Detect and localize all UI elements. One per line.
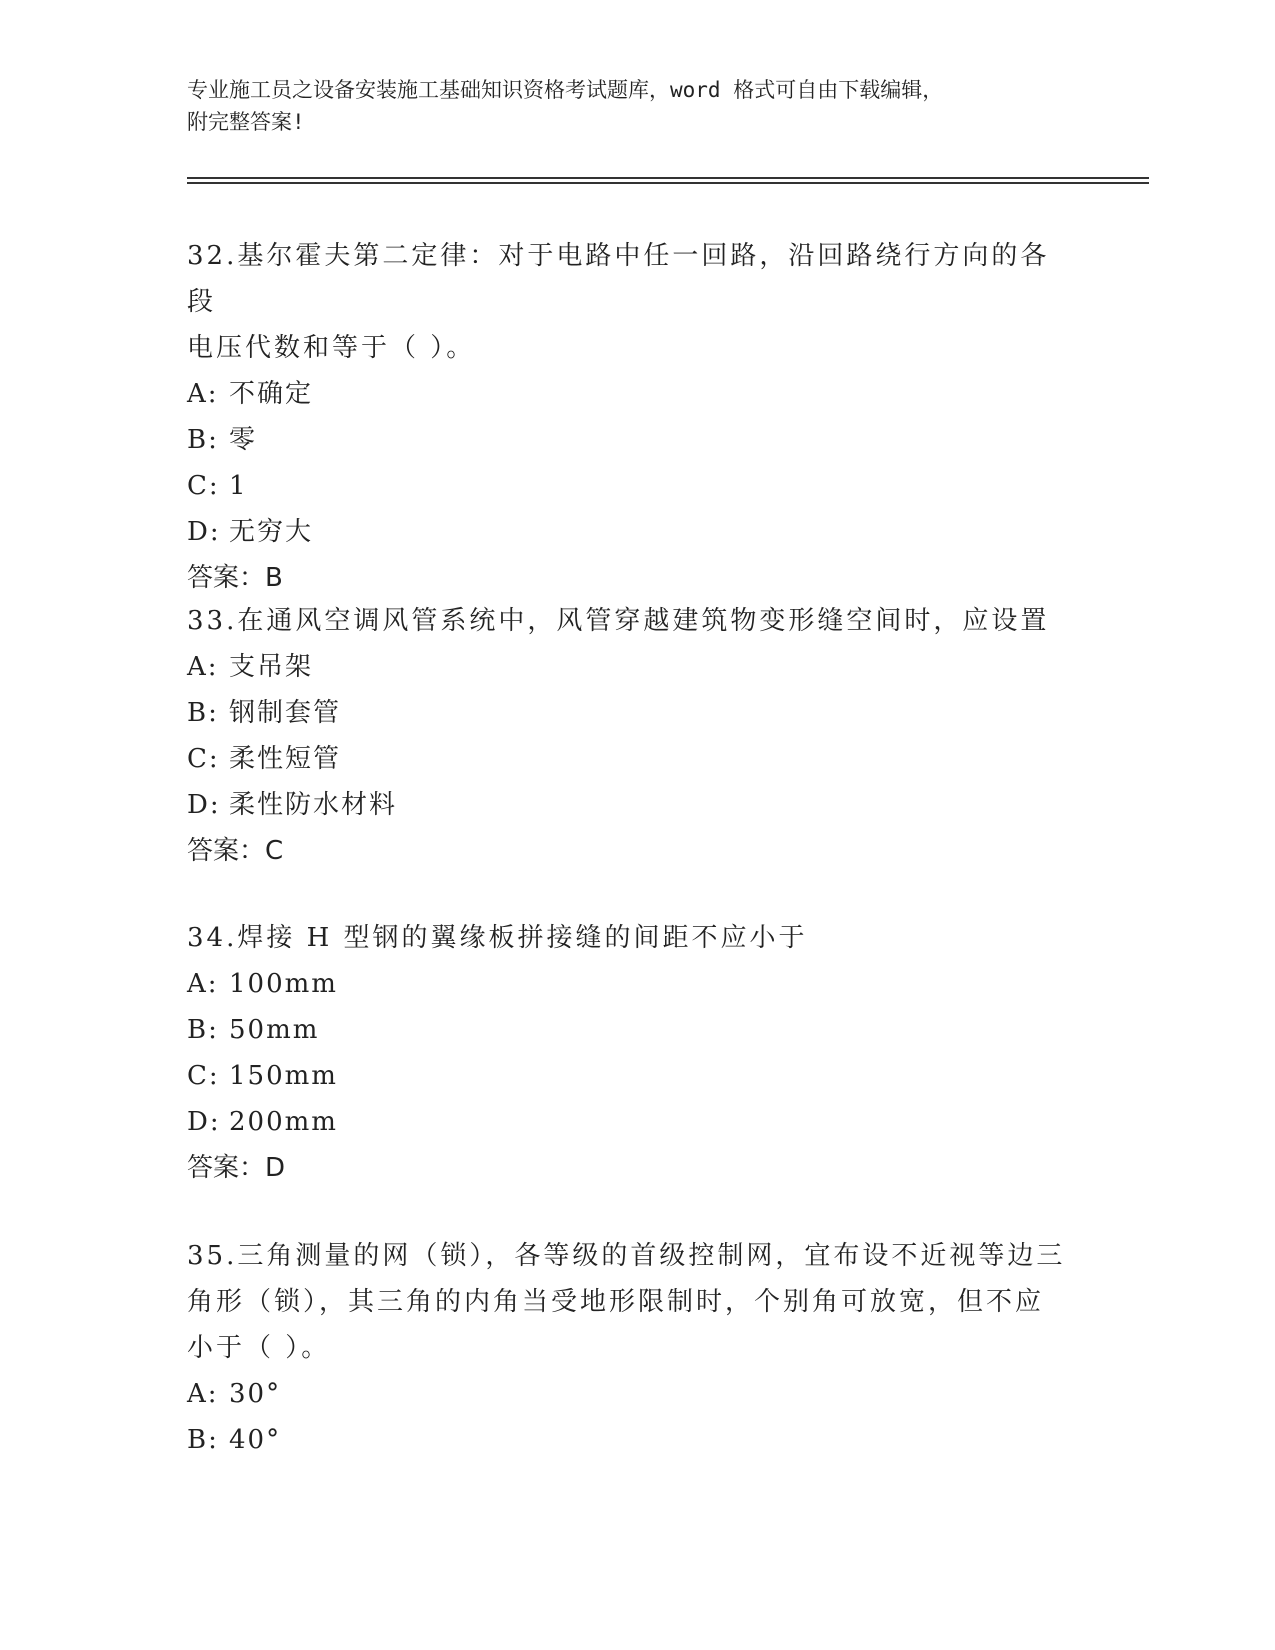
question-stem-line: 33.在通风空调风管系统中，风管穿越建筑物变形缝空间时，应设置 xyxy=(187,606,1050,636)
question-stem-line: 35.三角测量的网（锁），各等级的首级控制网，宜布设不近视等边三 xyxy=(187,1241,1066,1271)
header-divider-bottom xyxy=(187,182,1149,184)
option-text: 40° xyxy=(229,1425,282,1455)
header-divider-top xyxy=(187,177,1149,179)
option-key: A: xyxy=(187,379,219,409)
question-34 xyxy=(187,915,1067,1191)
question-32 xyxy=(187,233,1067,601)
option-d xyxy=(187,509,1067,555)
option-b xyxy=(187,417,1067,463)
header-line-1: 专业施工员之设备安装施工基础知识资格考试题库，word 格式可自由下载编辑， xyxy=(187,78,944,102)
answer-value: B xyxy=(265,563,283,593)
option-c xyxy=(187,463,1067,509)
question-stem-line: 32.基尔霍夫第二定律：对于电路中任一回路，沿回路绕行方向的各段 xyxy=(187,241,1050,317)
answer-label: 答案： xyxy=(187,1153,266,1183)
option-key: D: xyxy=(187,790,221,820)
option-text: 100mm xyxy=(229,969,338,999)
option-a xyxy=(187,371,1067,417)
option-text: 柔性防水材料 xyxy=(229,790,398,820)
option-a xyxy=(187,1371,1067,1417)
question-stem-line: 34.焊接 H 型钢的翼缘板拼接缝的间距不应小于 xyxy=(187,923,808,953)
answer-value: D xyxy=(265,1153,286,1183)
option-key: B: xyxy=(187,1425,219,1455)
option-text: 无穷大 xyxy=(229,517,314,547)
answer-line xyxy=(187,555,1067,601)
option-c xyxy=(187,736,1067,782)
question-stem-line: 电压代数和等于（ ）。 xyxy=(187,333,476,363)
option-key: A: xyxy=(187,969,219,999)
option-key: B: xyxy=(187,1015,219,1045)
option-key: C: xyxy=(187,1061,220,1091)
answer-value: C xyxy=(265,836,284,866)
question-stem-line: 角形（锁），其三角的内角当受地形限制时，个别角可放宽，但不应 xyxy=(187,1287,1045,1317)
answer-label: 答案： xyxy=(187,563,266,593)
option-key: C: xyxy=(187,471,220,501)
option-a xyxy=(187,961,1067,1007)
option-key: D: xyxy=(187,1107,221,1137)
answer-line xyxy=(187,1145,1067,1191)
question-35 xyxy=(187,1233,1067,1463)
answer-line xyxy=(187,828,1067,874)
option-b xyxy=(187,690,1067,736)
option-text: 1 xyxy=(229,471,248,501)
option-key: B: xyxy=(187,698,219,728)
option-text: 柔性短管 xyxy=(229,744,342,774)
option-text: 钢制套管 xyxy=(229,698,342,728)
answer-label: 答案： xyxy=(187,836,266,866)
option-key: D: xyxy=(187,517,221,547)
option-text: 50mm xyxy=(229,1015,320,1045)
option-key: C: xyxy=(187,744,220,774)
option-text: 30° xyxy=(229,1379,282,1409)
option-b xyxy=(187,1417,1067,1463)
question-33 xyxy=(187,598,1067,874)
option-d xyxy=(187,1099,1067,1145)
option-d xyxy=(187,782,1067,828)
option-text: 零 xyxy=(229,425,258,455)
header-line-2: 附完整答案! xyxy=(187,110,305,134)
option-text: 200mm xyxy=(229,1107,338,1137)
option-key: A: xyxy=(187,1379,219,1409)
option-text: 支吊架 xyxy=(229,652,314,682)
option-b xyxy=(187,1007,1067,1053)
document-header xyxy=(187,74,1067,138)
option-text: 150mm xyxy=(229,1061,338,1091)
option-text: 不确定 xyxy=(229,379,314,409)
option-c xyxy=(187,1053,1067,1099)
option-key: B: xyxy=(187,425,219,455)
question-stem-line: 小于（ ）。 xyxy=(187,1333,331,1363)
option-a xyxy=(187,644,1067,690)
option-key: A: xyxy=(187,652,219,682)
